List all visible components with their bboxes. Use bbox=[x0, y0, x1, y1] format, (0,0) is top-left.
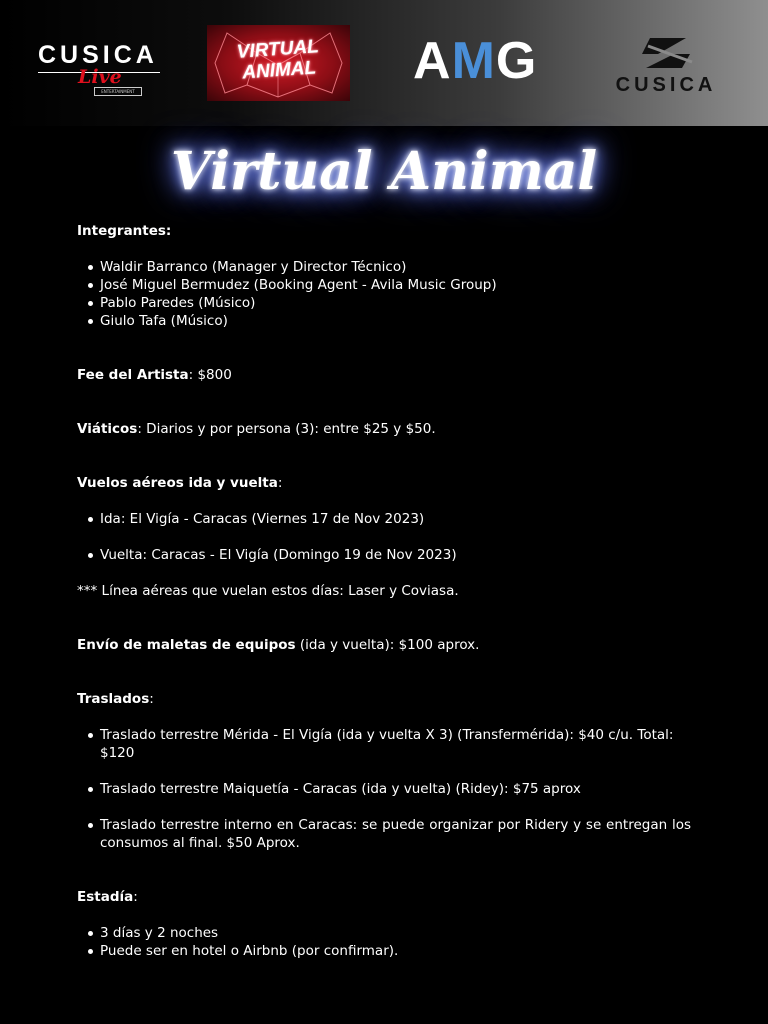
header-banner bbox=[0, 0, 768, 126]
list-item: Waldir Barranco (Manager y Director Técnico) bbox=[77, 258, 691, 276]
estadia-suffix: : bbox=[133, 889, 138, 905]
list-item: Traslado terrestre interno en Caracas: se puede organizar por Ridery y se entregan los consumos al final. $50 Aprox. bbox=[77, 816, 691, 852]
amg-logo-a: A bbox=[413, 32, 452, 90]
viaticos-label: Viáticos bbox=[77, 421, 138, 437]
amg-logo-g: G bbox=[495, 32, 538, 90]
list-item: Giulo Tafa (Músico) bbox=[77, 312, 691, 330]
cusica-live-word: CUSICA bbox=[38, 41, 158, 69]
cusica-s-icon bbox=[612, 32, 720, 74]
list-item: Puede ser en hotel o Airbnb (por confirmar). bbox=[77, 942, 691, 960]
virtual-animal-logo-line1: VIRTUAL bbox=[236, 36, 320, 63]
document-body bbox=[77, 222, 691, 960]
amg-logo-m: M bbox=[451, 32, 496, 90]
fee-label: Fee del Artista bbox=[77, 367, 189, 383]
integrantes-list bbox=[77, 258, 691, 330]
cusica-logo bbox=[612, 32, 720, 96]
vuelos-note: *** Línea aéreas que vuelan estos días: Laser y Coviasa. bbox=[77, 583, 459, 599]
virtual-animal-logo bbox=[207, 25, 350, 101]
fee-line bbox=[77, 366, 691, 384]
viaticos-value: : Diarios y por persona (3): entre $25 y $50. bbox=[137, 421, 436, 437]
traslados-suffix: : bbox=[149, 691, 154, 707]
estadia-label: Estadía bbox=[77, 889, 134, 905]
viaticos-line bbox=[77, 420, 691, 438]
vuelos-suffix: : bbox=[277, 475, 283, 491]
cusica-word: CUSICA bbox=[615, 74, 717, 96]
list-item: 3 días y 2 noches bbox=[77, 924, 691, 942]
amg-logo bbox=[413, 34, 558, 88]
traslados-label: Traslados bbox=[77, 691, 150, 707]
vuelos-label: Vuelos aéreos ida y vuelta bbox=[77, 475, 278, 491]
traslados-heading bbox=[77, 690, 691, 708]
cusica-live-logo bbox=[38, 42, 162, 100]
virtual-animal-logo-line2: ANIMAL bbox=[241, 57, 317, 84]
vuelos-list bbox=[77, 510, 691, 564]
vuelos-heading bbox=[77, 474, 691, 492]
envio-label: Envío de maletas de equipos bbox=[77, 637, 296, 653]
estadia-list bbox=[77, 924, 691, 960]
integrantes-label: Integrantes: bbox=[77, 223, 172, 239]
list-item: Traslado terrestre Maiquetía - Caracas (ida y vuelta) (Ridey): $75 aprox bbox=[77, 780, 691, 798]
list-item: Ida: El Vigía - Caracas (Viernes 17 de Nov 2023) bbox=[77, 510, 691, 528]
page-title: Virtual Animal bbox=[170, 141, 598, 202]
list-item: Pablo Paredes (Músico) bbox=[77, 294, 691, 312]
cusica-live-tag: ENTERTAINMENT bbox=[94, 87, 142, 96]
fee-value: : $800 bbox=[188, 367, 232, 383]
list-item: Vuelta: Caracas - El Vigía (Domingo 19 de Nov 2023) bbox=[77, 546, 691, 564]
cusica-live-script: Live bbox=[78, 66, 122, 88]
estadia-heading bbox=[77, 888, 691, 906]
list-item: Traslado terrestre Mérida - El Vigía (ida y vuelta X 3) (Transfermérida): $40 c/u. Total: $120 bbox=[77, 726, 691, 762]
envio-line bbox=[77, 636, 691, 654]
list-item: José Miguel Bermudez (Booking Agent - Avila Music Group) bbox=[77, 276, 691, 294]
traslados-list bbox=[77, 726, 691, 852]
integrantes-heading bbox=[77, 222, 691, 240]
envio-value: (ida y vuelta): $100 aprox. bbox=[295, 637, 480, 653]
